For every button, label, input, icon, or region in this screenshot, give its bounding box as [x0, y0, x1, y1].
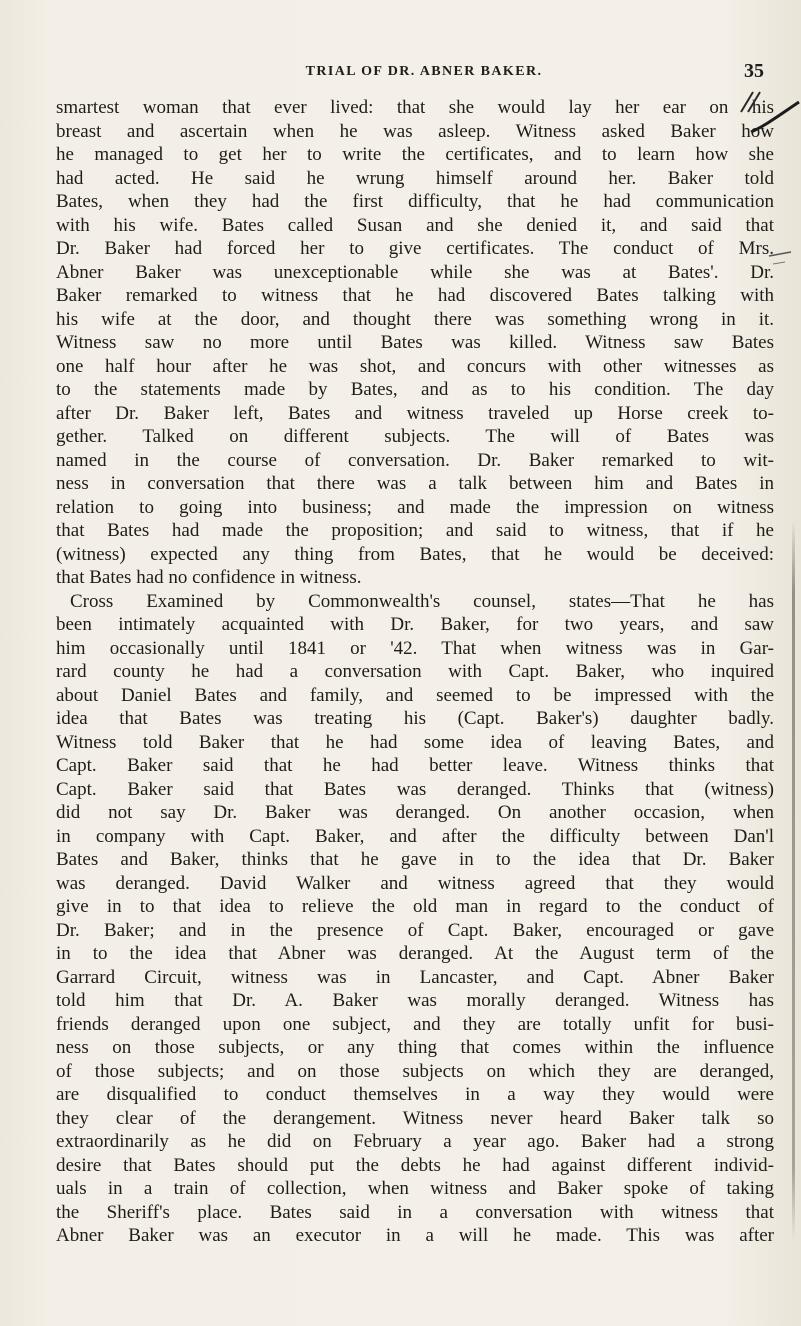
text-line: ness on those subjects, or any thing that comes within the influence [56, 1037, 774, 1058]
text-line: he managed to get her to write the certificates, and to learn how she [56, 144, 774, 165]
double-slash-mark [741, 92, 760, 112]
text-line: one half hour after he was shot, and concurs with other witnesses as [56, 355, 774, 377]
text-line: of those subjects; and on those subjects on which they are deranged, [56, 1060, 774, 1082]
text-line: Baker remarked to witness that he had discovered Bates talking with [56, 285, 774, 306]
margin-pencil-mark [733, 84, 801, 294]
text-line: idea that Bates was treating his (Capt. Baker's) daughter badly. [56, 708, 774, 729]
tick-mark [773, 262, 785, 264]
page-number: 35 [744, 60, 764, 82]
text-line: in company with Capt. Baker, and after the difficulty between Dan'l [56, 825, 774, 847]
running-title: TRIAL OF DR. ABNER BAKER. [305, 64, 543, 79]
text-line: Bates and Baker, thinks that he gave in to the idea that Dr. Baker [56, 849, 774, 870]
body-text [56, 96, 774, 1248]
text-line: Garrard Circuit, witness was in Lancaster, and Capt. Abner Baker [56, 966, 774, 988]
text-line: Capt. Baker said that he had better leave. Witness thinks that [56, 755, 774, 776]
text-line: rard county he had a conversation with Capt. Baker, who inquired [56, 661, 774, 682]
text-line: Abner Baker was an executor in a will he made. This was after [56, 1225, 774, 1246]
text-line: Witness told Baker that he had some idea of leaving Bates, and [56, 731, 774, 753]
text-line: Abner Baker was unexceptionable while she was at Bates'. Dr. [56, 261, 774, 283]
text-line: his wife at the door, and thought there was something wrong in it. [56, 308, 774, 330]
text-line: that Bates had no confidence in witness. [56, 567, 362, 588]
text-line: uals in a train of collection, when witness and Baker spoke of taking [56, 1178, 774, 1199]
text-line: was deranged. David Walker and witness agreed that they would [56, 872, 774, 894]
running-head [84, 60, 764, 88]
text-line: ness in conversation that there was a talk between him and Bates in [56, 473, 774, 494]
text-line: friends deranged upon one subject, and they are totally unfit for busi- [56, 1013, 774, 1035]
text-line: after Dr. Baker left, Bates and witness traveled up Horse creek to- [56, 402, 774, 424]
text-line: with his wife. Bates called Susan and she denied it, and said that [56, 214, 774, 236]
text-line: Capt. Baker said that Bates was deranged. Thinks that (witness) [56, 778, 774, 800]
text-line: told him that Dr. A. Baker was morally deranged. Witness has [56, 990, 774, 1011]
text-line: are disqualified to conduct themselves in a way they would were [56, 1084, 774, 1105]
text-line: Bates, when they had the first difficulty, that he had communication [56, 191, 774, 212]
text-line: Witness saw no more until Bates was killed. Witness saw Bates [56, 332, 774, 353]
text-line: relation to going into business; and made the impression on witness [56, 496, 774, 518]
text-line: him occasionally until 1841 or '42. That when witness was in Gar- [56, 637, 774, 659]
text-line: they clear of the derangement. Witness never heard Baker talk so [56, 1107, 774, 1129]
text-line: extraordinarily as he did on February a year ago. Baker had a strong [56, 1131, 774, 1152]
curved-pencil-stroke [751, 102, 799, 132]
tick-mark [769, 252, 791, 256]
text-line: the Sheriff's place. Bates said in a conversation with witness that [56, 1201, 774, 1223]
text-line: smartest woman that ever lived: that she would lay her ear on his [56, 97, 774, 118]
text-line: Dr. Baker had forced her to give certificates. The conduct of Mrs. [56, 238, 774, 259]
text-line: breast and ascertain when he was asleep. Witness asked Baker how [56, 120, 774, 142]
text-line: desire that Bates should put the debts he had against different individ- [56, 1154, 774, 1176]
text-line: named in the course of conversation. Dr. Baker remarked to wit- [56, 449, 774, 471]
text-line: give in to that idea to relieve the old man in regard to the conduct of [56, 896, 774, 917]
text-line-paragraph-start: Cross Examined by Commonwealth's counsel, states—That he has [70, 590, 774, 612]
text-line: that Bates had made the proposition; and said to witness, that if he [56, 520, 774, 541]
text-line: did not say Dr. Baker was deranged. On another occasion, when [56, 802, 774, 823]
text-line: gether. Talked on different subjects. The will of Bates was [56, 426, 774, 447]
text-line: had acted. He said he wrung himself around her. Baker told [56, 167, 774, 189]
text-line: about Daniel Bates and family, and seemed to be impressed with the [56, 684, 774, 706]
text-line: (witness) expected any thing from Bates, that he would be deceived: [56, 543, 774, 565]
text-line: Dr. Baker; and in the presence of Capt. Baker, encouraged or gave [56, 919, 774, 941]
page-edge-shadow [792, 520, 795, 1240]
text-line: in to the idea that Abner was deranged. At the August term of the [56, 943, 774, 964]
text-line: to the statements made by Bates, and as to his condition. The day [56, 379, 774, 400]
text-line: been intimately acquainted with Dr. Baker, for two years, and saw [56, 614, 774, 635]
